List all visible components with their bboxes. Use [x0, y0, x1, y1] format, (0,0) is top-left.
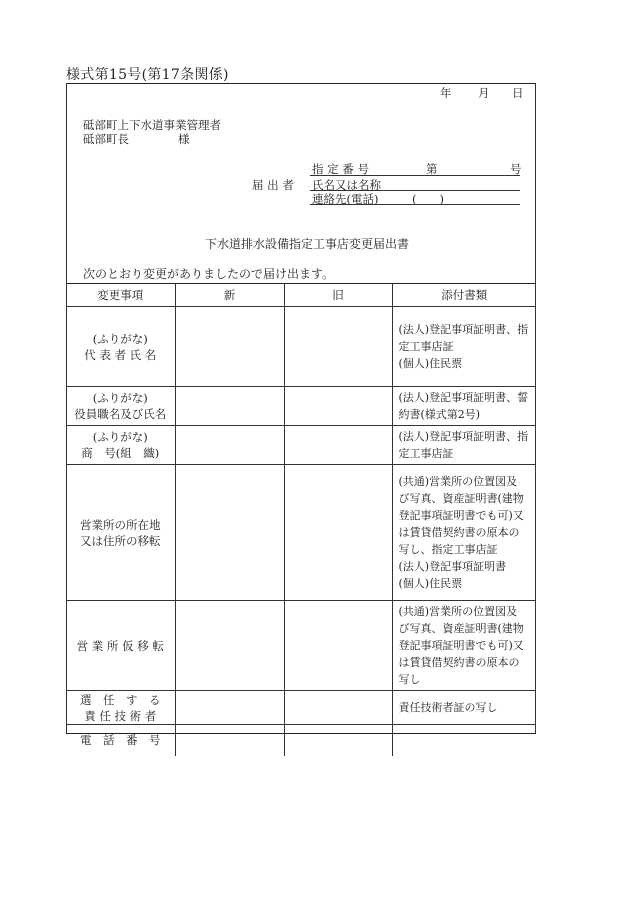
changes-table [66, 283, 536, 756]
item-cell-officers [66, 387, 175, 426]
contact-label: 連絡先(電話) [312, 192, 379, 206]
furigana-label: (ふりがな) [92, 331, 148, 346]
attachment-line: 写し [398, 673, 421, 686]
table-row [66, 426, 536, 465]
attachment-line: (個人)住民票 [398, 357, 463, 370]
new-value-cell[interactable] [175, 725, 284, 756]
attachment-line: は賃貸借契約書の原本の [398, 656, 520, 669]
item-cell-trade-name [66, 426, 175, 465]
attachment-line: は賃貸借契約書の原本の [398, 526, 520, 539]
attachments-cell [392, 725, 536, 756]
old-value-cell[interactable] [284, 426, 392, 465]
new-value-cell[interactable] [175, 387, 284, 426]
table-row [66, 725, 536, 756]
date-day: 日 [512, 86, 524, 100]
attachment-line: 登記事項証明書でも可)又 [398, 509, 524, 522]
attachment-line: (法人)登記事項証明書 [398, 560, 507, 573]
designation-label: 指 定 番 号 [312, 162, 369, 176]
new-value-cell[interactable] [175, 426, 284, 465]
table-row [66, 691, 536, 725]
header-old: 旧 [284, 284, 392, 307]
date-line [440, 86, 530, 100]
attachments-cell [392, 307, 536, 387]
item-label-line: 責 任 技 術 者 [84, 708, 157, 723]
name-label: 氏名又は名称 [312, 178, 381, 192]
attachment-line: 登記事項証明書でも可)又 [398, 639, 524, 652]
addressee-line1: 砥部町上下水道事業管理者 [83, 118, 221, 132]
attachments-cell [392, 426, 536, 465]
item-label: 役員職名及び氏名 [74, 407, 167, 421]
item-label-line: 選 任 す る [80, 692, 161, 707]
date-year: 年 [440, 86, 452, 100]
new-value-cell[interactable] [175, 465, 284, 601]
old-value-cell[interactable] [284, 725, 392, 756]
item-label: 電 話 番 号 [80, 733, 161, 748]
header-new: 新 [175, 284, 284, 307]
furigana-label: (ふりがな) [92, 391, 148, 405]
attachment-line: 写し、指定工事店証 [398, 543, 498, 556]
name-underline [310, 190, 520, 191]
attachments-cell [392, 691, 536, 725]
addressee-line2: 砥部町長 [83, 132, 129, 146]
designation-underline [310, 175, 520, 176]
attachment-line: (法人)登記事項証明書、誓 [398, 391, 529, 404]
attachments-cell [392, 387, 536, 426]
attachment-line: (法人)登記事項証明書、指 [398, 323, 529, 336]
new-value-cell[interactable] [175, 601, 284, 691]
attachment-line: び写真、資産証明書(建物 [398, 492, 524, 505]
applicant-label: 届 出 者 [252, 178, 294, 192]
item-cell-chief-engineer [66, 691, 175, 725]
new-value-cell[interactable] [175, 691, 284, 725]
attachment-line: 定工事店証 [398, 340, 454, 353]
table-row [66, 601, 536, 691]
attachment-line: (共通)営業所の位置図及 [398, 475, 518, 488]
item-cell-phone [66, 725, 175, 756]
header-item: 変更事項 [66, 284, 175, 307]
intro-text: 次のとおり変更がありましたので届け出ます。 [83, 267, 335, 281]
designation-suffix: 号 [510, 162, 522, 176]
addressee-honorific: 様 [178, 132, 190, 146]
item-cell-representative [66, 307, 175, 387]
table-row [66, 387, 536, 426]
attachment-line: 約書(様式第2号) [398, 408, 481, 421]
form-number: 様式第15号(第17条関係) [66, 67, 229, 83]
attachment-line: (個人)住民票 [398, 577, 463, 590]
new-value-cell[interactable] [175, 307, 284, 387]
attachment-line: 定工事店証 [398, 447, 454, 460]
old-value-cell[interactable] [284, 601, 392, 691]
old-value-cell[interactable] [284, 691, 392, 725]
old-value-cell[interactable] [284, 387, 392, 426]
attachments-cell [392, 601, 536, 691]
old-value-cell[interactable] [284, 465, 392, 601]
header-attachments: 添付書類 [392, 284, 536, 307]
attachment-line: (共通)営業所の位置図及 [398, 605, 518, 618]
attachment-line: (法人)登記事項証明書、指 [398, 430, 529, 443]
furigana-label: (ふりがな) [92, 430, 148, 444]
item-cell-temporary-relocation [66, 601, 175, 691]
item-label-line: 営業所の所在地 [80, 517, 161, 532]
attachments-cell [392, 465, 536, 601]
item-label: 商 号(組 織) [81, 446, 160, 460]
table-row [66, 465, 536, 601]
attachment-line: 責任技術者証の写し [398, 701, 498, 714]
date-month: 月 [478, 86, 490, 100]
item-label: 代 表 者 氏 名 [84, 347, 157, 362]
table-header-row [66, 284, 536, 307]
contact-underline [310, 204, 520, 205]
item-label-line: 又は住所の移転 [80, 533, 161, 548]
document-title: 下水道排水設備指定工事店変更届出書 [205, 237, 410, 251]
table-row [66, 307, 536, 387]
attachment-line: び写真、資産証明書(建物 [398, 622, 524, 635]
contact-parens: ( ) [412, 192, 444, 206]
designation-prefix: 第 [426, 162, 438, 176]
item-cell-office-relocation [66, 465, 175, 601]
old-value-cell[interactable] [284, 307, 392, 387]
item-label: 営 業 所 仮 移 転 [76, 638, 164, 653]
